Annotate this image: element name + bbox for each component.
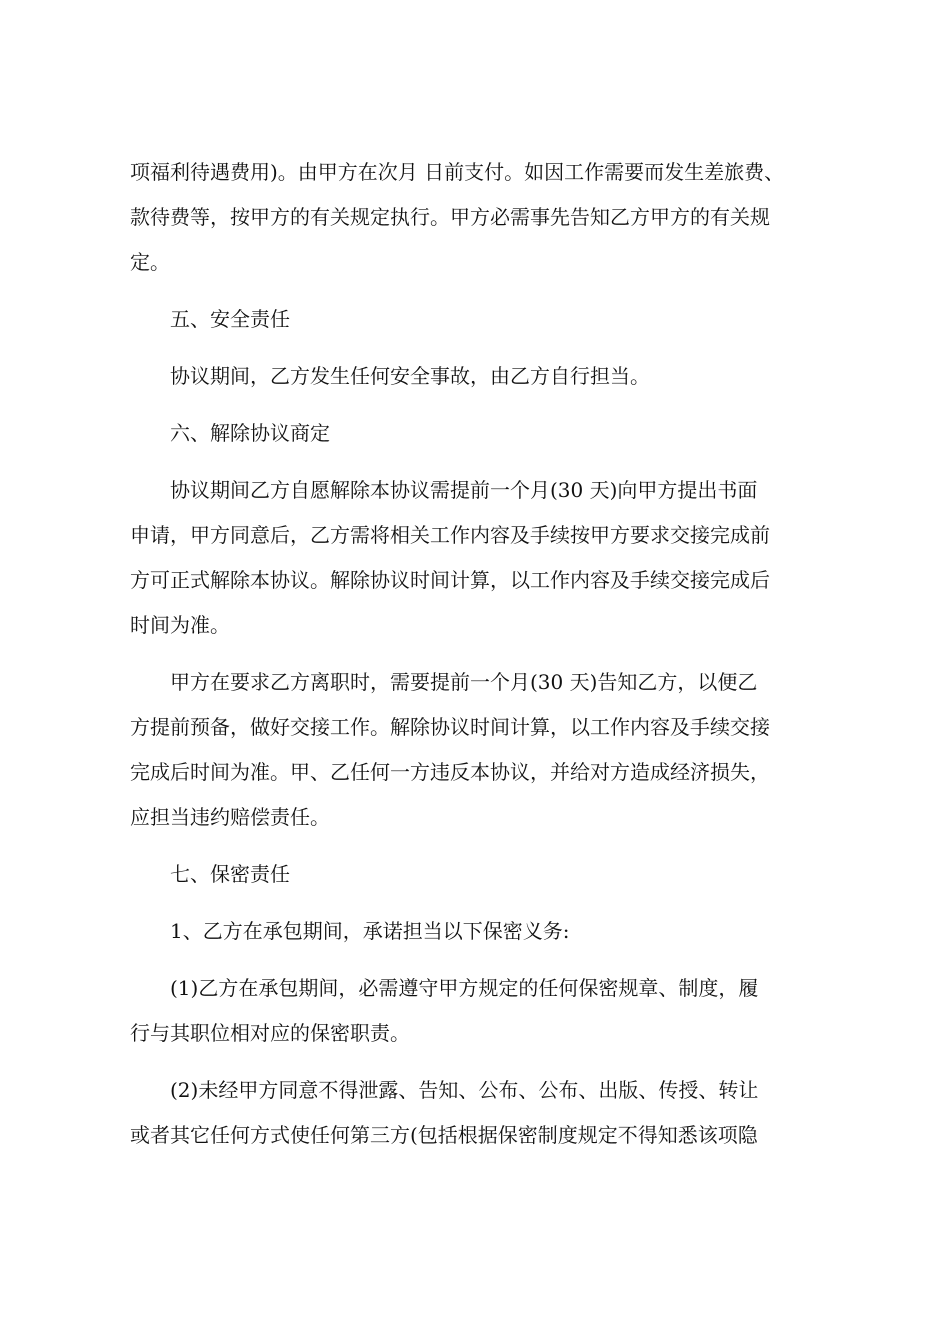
text-line-confidentiality-4: (2)未经甲方同意不得泄露、告知、公布、公布、出版、传授、转让 [170,1078,759,1102]
text-line-termination-3: 方可正式解除本协议。解除协议时间计算，以工作内容及手续交接完成后 [130,568,770,592]
text-line-confidentiality-2: (1)乙方在承包期间，必需遵守甲方规定的任何保密规章、制度，履 [170,976,759,1000]
text-line-notice-4: 应担当违约赔偿责任。 [130,805,330,829]
text-line-confidentiality-3: 行与其职位相对应的保密职责。 [130,1021,410,1045]
section-heading-safety: 五、安全责任 [170,307,290,331]
section-heading-confidentiality: 七、保密责任 [170,862,290,886]
text-line-termination-4: 时间为准。 [130,613,230,637]
text-line-confidentiality-1: 1、乙方在承包期间，承诺担当以下保密义务: [170,919,570,943]
text-line-notice-1: 甲方在要求乙方离职时，需要提前一个月(30 天)告知乙方，以便乙 [170,670,758,694]
text-line-notice-2: 方提前预备，做好交接工作。解除协议时间计算，以工作内容及手续交接 [130,715,770,739]
text-line-notice-3: 完成后时间为准。甲、乙任何一方违反本协议，并给对方造成经济损失， [130,760,770,784]
text-line-2: 款待费等，按甲方的有关规定执行。甲方必需事先告知乙方甲方的有关规 [130,205,770,229]
text-line-termination-1: 协议期间乙方自愿解除本协议需提前一个月(30 天)向甲方提出书面 [170,478,758,502]
section-heading-termination: 六、解除协议商定 [170,421,330,445]
text-line-termination-2: 申请，甲方同意后，乙方需将相关工作内容及手续按甲方要求交接完成前 [130,523,770,547]
text-line-confidentiality-5: 或者其它任何方式使任何第三方(包括根据保密制度规定不得知悉该项隐 [130,1123,758,1147]
document-body [130,150,830,1158]
text-line-1: 项福利待遇费用)。由甲方在次月 日前支付。如因工作需要而发生差旅费、 [130,160,785,184]
text-line-3: 定。 [130,250,170,274]
text-line-safety: 协议期间，乙方发生任何安全事故，由乙方自行担当。 [170,364,650,388]
